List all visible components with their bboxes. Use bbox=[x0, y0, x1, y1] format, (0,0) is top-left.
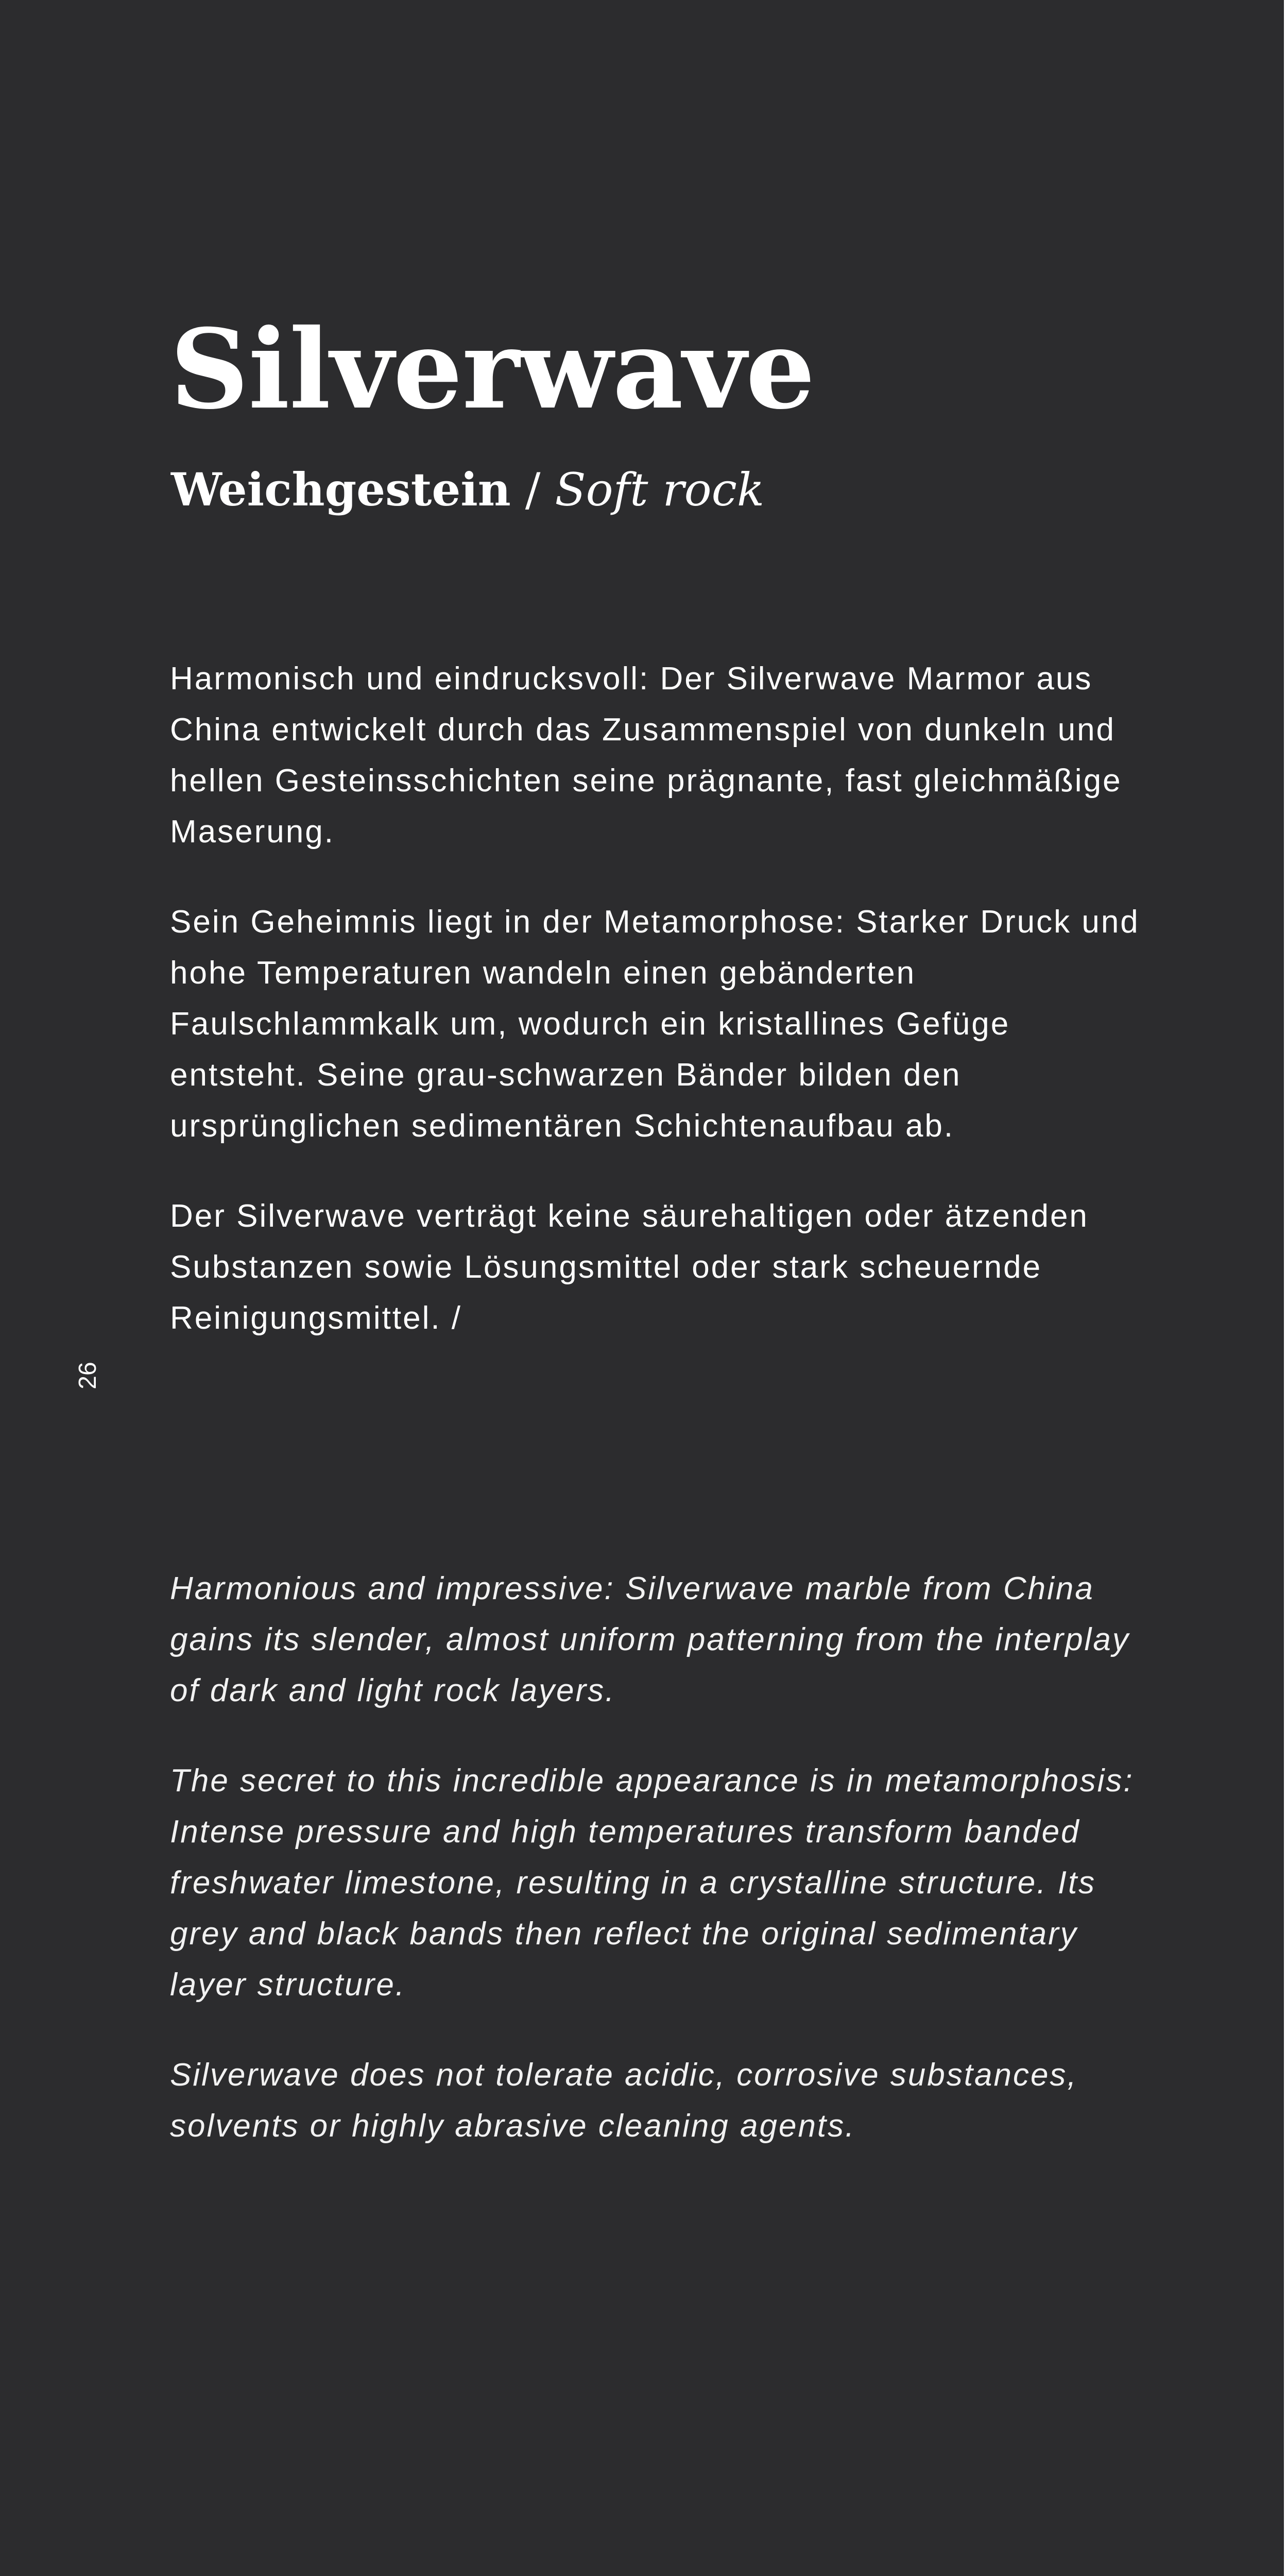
subtitle-separator: / bbox=[510, 463, 555, 516]
german-paragraph-2: Sein Geheimnis liegt in der Metamorphose: Starker Druck und hohe Temperaturen wandeln einen gebänderten Faulschlammkalk um, wodurch ein kristallines Gefüge entsteht. Seine grau-schwarzen Bänder bilden den ursprünglichen sedimentären Schichtenaufbau ab. bbox=[170, 904, 1140, 1144]
english-text-block bbox=[170, 1563, 1148, 2151]
page-subtitle bbox=[171, 463, 764, 517]
english-paragraph-1: Harmonious and impressive: Silverwave marble from China gains its slender, almost uniform patterning from the interplay of dark and light rock layers. bbox=[170, 1571, 1130, 1708]
subtitle-english: Soft rock bbox=[555, 463, 765, 516]
german-paragraph-1: Harmonisch und eindrucksvoll: Der Silverwave Marmor aus China entwickelt durch das Zusammenspiel von dunkeln und hellen Gesteinsschichten seine prägnante, fast gleichmäßige Maserung. bbox=[170, 661, 1122, 850]
page-number: 26 bbox=[74, 1362, 101, 1389]
page-title: Silverwave bbox=[170, 305, 815, 433]
german-paragraph-3: Der Silverwave verträgt keine säurehaltigen oder ätzenden Substanzen sowie Lösungsmittel oder stark scheuernde Reinigungsmittel. / bbox=[170, 1198, 1089, 1336]
english-paragraph-2: The secret to this incredible appearance is in metamorphosis: Intense pressure and high temperatures transform banded freshwater limestone, resulting in a crystalline structure. Its grey and black bands then reflect the original sedimentary layer structure. bbox=[170, 1763, 1134, 2003]
german-text-block bbox=[170, 653, 1148, 1344]
subtitle-german: Weichgestein bbox=[171, 463, 511, 516]
english-paragraph-3: Silverwave does not tolerate acidic, corrosive substances, solvents or highly abrasive cleaning agents. bbox=[170, 2057, 1078, 2144]
page-edge-divider bbox=[1284, 0, 1287, 2576]
